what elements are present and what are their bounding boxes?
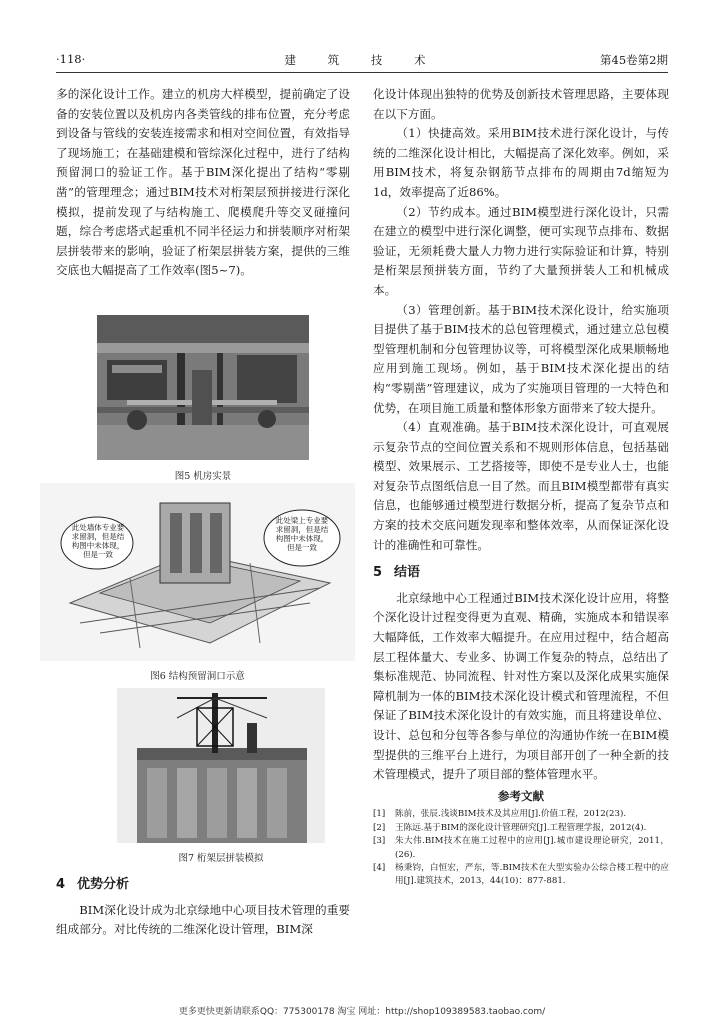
section-4-heading [56, 875, 350, 895]
structure-model-illustration [40, 483, 355, 661]
truss-model-illustration [117, 688, 325, 843]
machine-room-illustration [97, 315, 309, 460]
section-title: 优势分析 [77, 877, 130, 892]
journal-name: 建 筑 技 术 [284, 53, 440, 67]
section-number: 4 [56, 877, 66, 892]
paragraph: 化设计体现出独特的优势及创新技术管理思路，主要体现在以下方面。 [373, 87, 669, 121]
right-column [373, 85, 669, 889]
annotation-right: 此处梁上专业要求留洞，但是结构图中未体现，但是一致 [275, 516, 329, 552]
running-header [56, 52, 668, 70]
volume-issue: 第45卷第2期 [600, 53, 668, 67]
page-number: ·118· [56, 52, 86, 66]
paragraph: （4）直观准确。基于BIM技术深化设计，可直观展示复杂节点的空间位置关系和不规则形体信息，包括基础模型、效果展示、工艺搭接等，即使不是专业人士，也能对复杂节点图纸信息一目了然。而且BIM模型都带有真实信息，也能够通过模型进行数据分析，提高了复杂节点和方案的技术交底问题发现率和整体效率，从而保证深化设计的准确性和可靠性。 [373, 420, 669, 552]
annotation-left: 此处墙体专业要求留洞，但是结构图中未体现，但是一致 [71, 523, 125, 559]
header-rule [56, 72, 668, 73]
reference-item: [4] 杨秉钧，白恒宏，严东，等.BIM技术在大型实验办公综合楼工程中的应用[J].建筑技术，2013，44(10)：877-881. [373, 863, 669, 887]
reference-item: [2] 王陈远.基于BIM的深化设计管理研究[J].工程管理学报，2012(4). [373, 822, 647, 833]
section-5-heading [373, 563, 669, 583]
paragraph: （2）节约成本。通过BIM模型进行深化设计，只需在建立的模型中进行深化调整，便可实现节点排布、数据验证，无须耗费大量人力物力进行实际验证和计算，特别是桁架层预拼装方面，节约了大量预拼装人工和机械成本。 [373, 204, 669, 297]
figure-6-caption: 图6 结构预留洞口示意 [150, 671, 245, 682]
references-title: 参考文献 [498, 788, 544, 803]
figure-5-caption: 图5 机房实景 [174, 471, 232, 482]
paragraph: 北京绿地中心工程通过BIM技术深化设计应用，将整个深化设计过程变得更为直观、精确，实施成本和错误率大幅降低，工作效率大幅提升。在应用过程中，结合超高层工程体量大、专业多、协调工作复杂的特点，总结出了集标准规范、协同流程、针对性方案以及深化成果实施保障机制为一体的BIM技术深化设计模式和管理流程，不但保证了BIM技术深化设计的有效实施，而且将建设单位、设计、总包和分包等各参与单位的沟通协作统一在BIM模型提供的三维平台上进行，为项目部开创了一种全新的技术管理模式，提升了项目部的整体管理水平。 [373, 590, 669, 782]
footer-notice: 更多更快更新请联系QQ：775300178 淘宝 网址：http://shop109389583.taobao.com/ [178, 1007, 546, 1017]
reference-item: [3] 朱大伟.BIM技术在施工过程中的应用[J].城市建设理论研究，2011，(26). [373, 836, 669, 860]
reserved-opening-diagram [40, 483, 355, 661]
truss-assembly-simulation [117, 688, 325, 843]
paragraph: 多的深化设计工作。建立的机房大样模型，提前确定了设备的安装位置以及机房内各类管线的排布位置，充分考虑到设备与管线的安装连接需求和相对空间位置，有效指导了现场施工；在基础建模和管综深化过程中，进行了结构预留洞口的验证工作。基于BIM深化提出了结构“零剔凿”的管理理念；通过BIM技术对桁架层预拼接进行深化模拟，提前发现了与结构施工、爬模爬升等交叉碰撞问题，综合考虑塔式起重机不同半径运力和拼装顺序对桁架层拼装带来的影响，验证了桁架层拼装方案，提供的三维交底也大幅提高了工作效率(图5~7)。 [56, 87, 350, 278]
machine-room-photo [97, 315, 309, 460]
paragraph: （3）管理创新。基于BIM技术深化设计，给实施项目提供了基于BIM技术的总包管理模式，通过建立总包模型管理机制和分包管理协议等，可将模型深化成果顺畅地应用到施工现场。例如，基于BIM技术深化提出的结构“零剔凿”管理建议，成为了实施项目管理的一大特色和优势，在项目施工质量和整体形象方面带来了较大提升。 [373, 302, 669, 415]
section-4 [56, 875, 350, 940]
reference-item: [1] 陈前，张辰.浅谈BIM技术及其应用[J].价值工程，2012(23). [373, 809, 627, 820]
left-column-text [56, 85, 350, 281]
figure-7-caption: 图7 桁架层拼装模拟 [178, 853, 264, 864]
paragraph: BIM深化设计成为北京绿地中心项目技术管理的重要组成部分。对比传统的二维深化设计管理，BIM深 [56, 902, 350, 937]
section-number: 5 [373, 565, 383, 581]
paragraph: （1）快捷高效。采用BIM技术进行深化设计，与传统的二维深化设计相比，大幅提高了深化效率。例如，采用BIM技术，将复杂钢筋节点排布的周期由7d缩短为1d，效率提高了近86%。 [373, 126, 669, 199]
section-title: 结语 [394, 565, 421, 581]
